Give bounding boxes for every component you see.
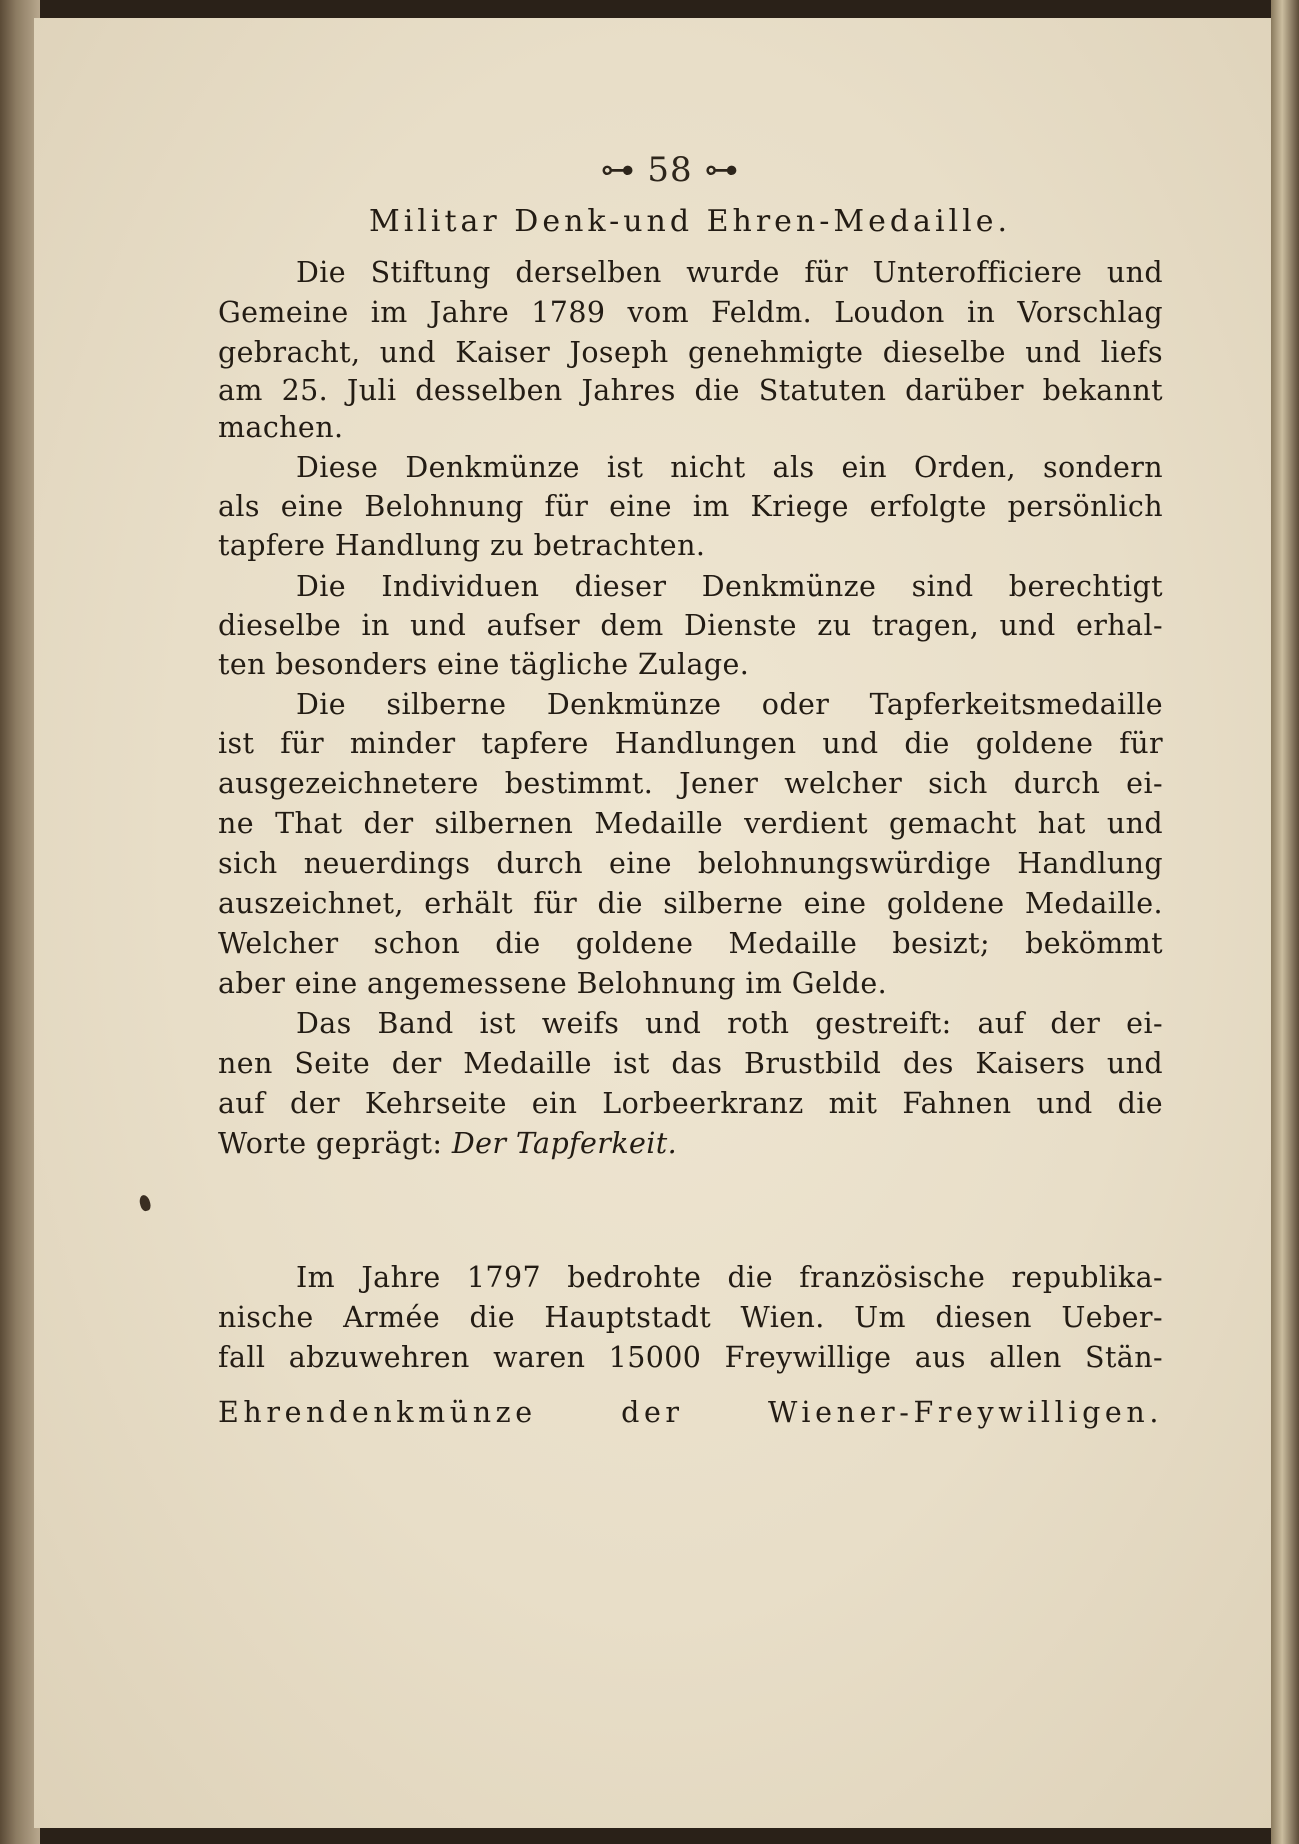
text-line: Die silberne Denkmünze oder Tapferkeitsmedaille	[296, 688, 1163, 721]
text-line: machen.	[218, 411, 344, 444]
text-line: dieselbe in und aufser dem Dienste zu tragen, und erhal-	[218, 609, 1163, 642]
text-line: Im Jahre 1797 bedrohte die französische republika-	[296, 1261, 1163, 1294]
text-line: tapfere Handlung zu betrachten.	[218, 529, 706, 562]
text-line: nen Seite der Medaille ist das Brustbild des Kaisers und	[218, 1047, 1163, 1080]
chapter-title: Militar Denk-und Ehren-Medaille.	[368, 204, 1012, 239]
text-line: am 25. Juli desselben Jahres die Statuten darüber bekannt	[218, 374, 1163, 407]
text-line: Gemeine im Jahre 1789 vom Feldm. Loudon in Vorschlag	[218, 296, 1163, 329]
text-line: aber eine angemessene Belohnung im Gelde.	[218, 967, 888, 1000]
text-line: nische Armée die Hauptstadt Wien. Um diesen Ueber-	[218, 1301, 1163, 1334]
italic-phrase: Der Tapferkeit.	[451, 1127, 678, 1160]
text-line: Diese Denkmünze ist nicht als ein Orden, sondern	[296, 451, 1163, 484]
text-span: Worte geprägt:	[218, 1127, 452, 1160]
text-line: auf der Kehrseite ein Lorbeerkranz mit Fahnen und die	[218, 1087, 1163, 1120]
text-line: als eine Belohnung für eine im Kriege erfolgte persönlich	[218, 490, 1163, 523]
text-line: sich neuerdings durch eine belohnungswürdige Handlung	[218, 847, 1163, 880]
text-line: auszeichnet, erhält für die silberne eine goldene Medaille.	[218, 887, 1163, 920]
text-line: ten besonders eine tägliche Zulage.	[218, 648, 750, 681]
text-line: gebracht, und Kaiser Joseph genehmigte dieselbe und liefs	[218, 336, 1163, 369]
text-line: ist für minder tapfere Handlungen und die goldene für	[218, 727, 1163, 760]
text-line: fall abzuwehren waren 15000 Freywillige aus allen Stän-	[218, 1341, 1163, 1374]
page-header: ⊶ 58 ⊶	[600, 150, 740, 190]
page-edge	[1271, 0, 1299, 1844]
section-title: Ehrendenkmünze der Wiener-Freywilligen.	[218, 1396, 1163, 1429]
text-line: ne That der silbernen Medaille verdient gemacht hat und	[218, 807, 1163, 840]
text-line: Welcher schon die goldene Medaille besizt; bekömmt	[218, 927, 1163, 960]
text-line: Die Stiftung derselben wurde für Unterofficiere und	[296, 256, 1163, 289]
text-line: Das Band ist weifs und roth gestreift: auf der ei-	[296, 1007, 1163, 1040]
text-line: Die Individuen dieser Denkmünze sind berechtigt	[296, 570, 1163, 603]
text-line-with-italic	[218, 1124, 1163, 1164]
text-line: ausgezeichnetere bestimmt. Jener welcher sich durch ei-	[218, 767, 1163, 800]
